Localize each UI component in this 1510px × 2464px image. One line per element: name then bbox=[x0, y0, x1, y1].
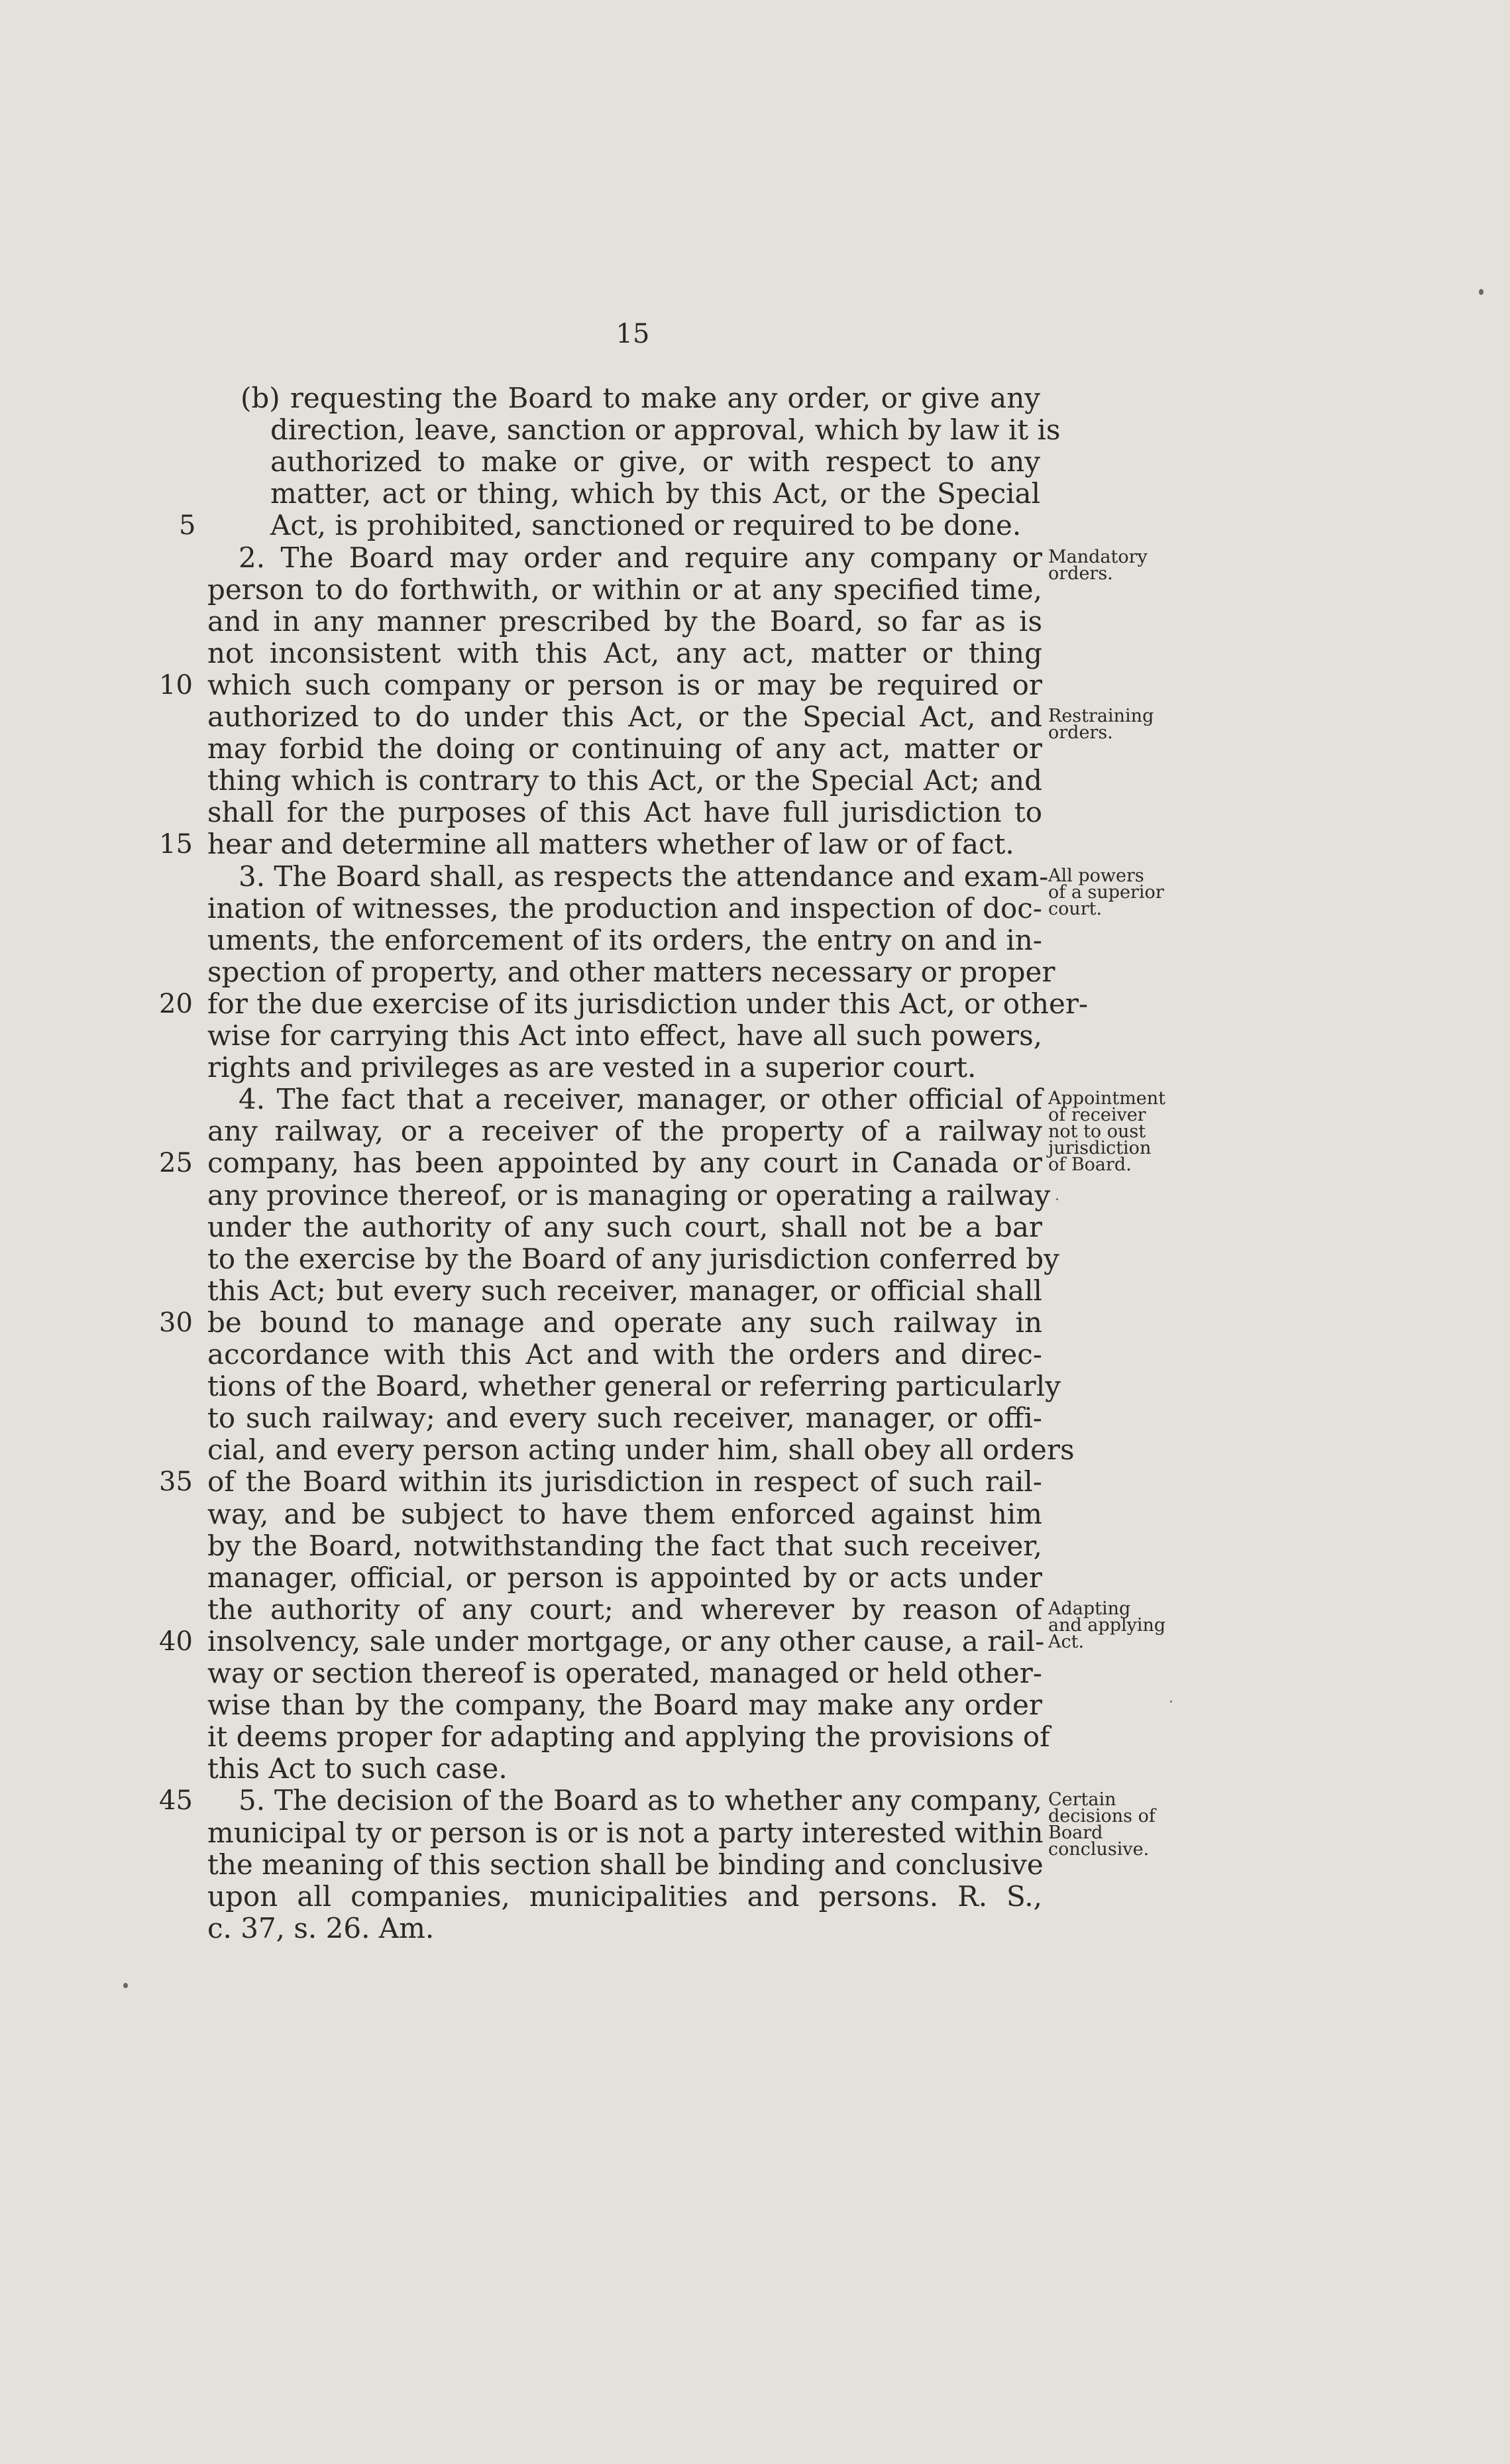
text-line: authorized to make or give, or with respect to any bbox=[270, 445, 1040, 478]
text-line: it deems proper for adapting and applying the provisions of bbox=[207, 1720, 1050, 1754]
text-line: to such railway; and every such receiver, manager, or offi- bbox=[207, 1402, 1042, 1435]
text-line: this Act; but every such receiver, manager, or official shall bbox=[207, 1274, 1042, 1307]
text-line: be bound to manage and operate any such railway in bbox=[207, 1306, 1042, 1339]
text-line: may forbid the doing or continuing of any act, matter or bbox=[207, 732, 1042, 765]
text-line: this Act to such case. bbox=[207, 1752, 508, 1785]
text-line: any province thereof, or is managing or operating a railway bbox=[207, 1178, 1051, 1211]
line-number: 45 bbox=[159, 1785, 193, 1817]
text-line: 5. The decision of the Board as to whether any company, bbox=[239, 1784, 1042, 1817]
text-line: insolvency, sale under mortgage, or any other cause, a rail- bbox=[207, 1624, 1045, 1657]
ink-speck bbox=[1170, 1701, 1172, 1703]
margin-note-receiver-appointment: Appointment of receiver not to oust jurisdiction of Board. bbox=[1048, 1088, 1166, 1176]
text-line: and in any manner prescribed by the Board, so far as is bbox=[207, 604, 1042, 638]
line-number: 30 bbox=[159, 1307, 193, 1338]
ink-speck bbox=[1056, 1198, 1058, 1200]
text-line: accordance with this Act and with the orders and direc- bbox=[207, 1338, 1042, 1371]
line-number: 20 bbox=[159, 988, 193, 1019]
text-line: authorized to do under this Act, or the Special Act, and bbox=[207, 700, 1042, 733]
line-number: 25 bbox=[159, 1148, 193, 1179]
text-line: of the Board within its jurisdiction in respect of such rail- bbox=[207, 1465, 1042, 1498]
line-number: 5 bbox=[179, 510, 196, 541]
text-line: which such company or person is or may be required or bbox=[207, 668, 1042, 701]
text-line: manager, official, or person is appointed by or acts under bbox=[207, 1561, 1042, 1594]
text-line: 2. The Board may order and require any company or bbox=[239, 541, 1042, 574]
text-line: direction, leave, sanction or approval, which by law it is bbox=[270, 414, 1061, 447]
text-line: cial, and every person acting under him, shall obey all orders bbox=[207, 1433, 1075, 1467]
text-line: rights and privileges as are vested in a superior court. bbox=[207, 1051, 977, 1084]
text-line: under the authority of any such court, shall not be a bar bbox=[207, 1210, 1042, 1243]
line-number: 35 bbox=[159, 1467, 193, 1498]
text-line: not inconsistent with this Act, any act, matter or thing bbox=[207, 636, 1042, 669]
text-line: wise for carrying this Act into effect, have all such powers, bbox=[207, 1019, 1042, 1052]
text-line: 4. The fact that a receiver, manager, or other official of bbox=[239, 1083, 1042, 1116]
text-line: matter, act or thing, which by this Act, or the Special bbox=[270, 477, 1040, 510]
line-number: 40 bbox=[159, 1626, 193, 1657]
line-number: 10 bbox=[159, 669, 193, 700]
text-line: thing which is contrary to this Act, or the Special Act; and bbox=[207, 764, 1042, 797]
page-number: 15 bbox=[616, 319, 650, 349]
margin-note-certain-decisions: Certain decisions of Board conclusive. bbox=[1048, 1789, 1156, 1860]
ink-speck bbox=[1479, 289, 1483, 295]
text-line: shall for the purposes of this Act have full jurisdiction to bbox=[207, 796, 1042, 829]
text-line: ination of witnesses, the production and inspection of doc- bbox=[207, 891, 1042, 924]
margin-note-adapting-applying: Adapting and applying Act. bbox=[1048, 1598, 1166, 1652]
text-line: by the Board, notwithstanding the fact that such receiver, bbox=[207, 1529, 1042, 1562]
text-line: upon all companies, municipalities and persons. R. S., bbox=[207, 1879, 1042, 1913]
text-line: the meaning of this section shall be binding and conclusive bbox=[207, 1848, 1044, 1881]
line-number: 15 bbox=[159, 829, 193, 860]
text-line: uments, the enforcement of its orders, the entry on and in- bbox=[207, 923, 1042, 956]
text-line: way or section thereof is operated, managed or held other- bbox=[207, 1657, 1042, 1689]
text-line: c. 37, s. 26. Am. bbox=[207, 1911, 435, 1944]
ink-speck bbox=[123, 1983, 128, 1988]
text-line: any railway, or a receiver of the property of a railway bbox=[207, 1115, 1042, 1148]
text-line: 3. The Board shall, as respects the attendance and exam- bbox=[239, 860, 1049, 893]
text-line: spection of property, and other matters necessary or proper bbox=[207, 955, 1055, 988]
text-line: for the due exercise of its jurisdiction under this Act, or other- bbox=[207, 987, 1089, 1020]
text-line: the authority of any court; and wherever by reason of bbox=[207, 1593, 1042, 1626]
text-line: hear and determine all matters whether of law or of fact. bbox=[207, 828, 1014, 861]
text-line: person to do forthwith, or within or at any specified time, bbox=[207, 573, 1042, 606]
text-line: (b) requesting the Board to make any order, or give any bbox=[241, 382, 1040, 414]
text-line: wise than by the company, the Board may make any order bbox=[207, 1689, 1042, 1722]
text-line: way, and be subject to have them enforced against him bbox=[207, 1497, 1042, 1530]
text-line: company, has been appointed by any court in Canada or bbox=[207, 1147, 1042, 1180]
text-line: tions of the Board, whether general or referring particularly bbox=[207, 1370, 1061, 1403]
text-line: municipal ty or person is or is not a party interested within bbox=[207, 1816, 1044, 1849]
margin-note-mandatory-orders: Mandatory orders. bbox=[1048, 546, 1148, 584]
text-line: to the exercise by the Board of any jurisdiction conferred by bbox=[207, 1242, 1059, 1275]
margin-note-restraining-orders: Restraining orders. bbox=[1048, 706, 1154, 743]
text-line: Act, is prohibited, sanctioned or required to be done. bbox=[270, 509, 1022, 542]
margin-note-superior-court-powers: All powers of a superior court. bbox=[1048, 865, 1164, 919]
